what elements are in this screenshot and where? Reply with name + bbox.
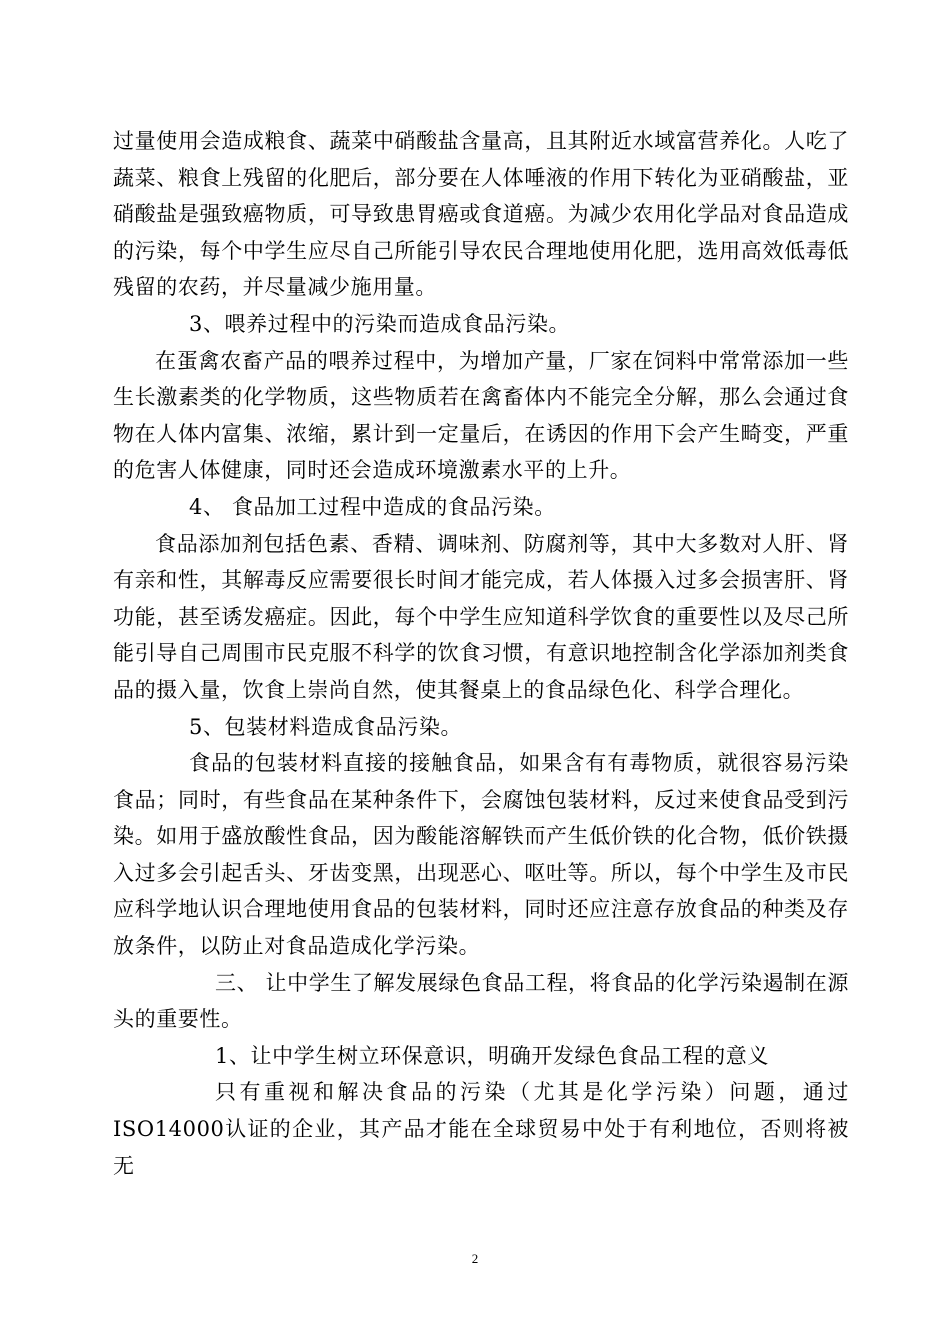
paragraph: 在蛋禽农畜产品的喂养过程中，为增加产量，厂家在饲料中常常添加一些生长激素类的化学物质，这些物质若在禽畜体内不能完全分解，那么会通过食物在人体内富集、浓缩，累计到一定量后，在诱因的作用下会产生畸变，严重的危害人体健康，同时还会造成环境激素水平的上升。 bbox=[113, 348, 849, 483]
paragraph: 过量使用会造成粮食、蔬菜中硝酸盐含量高，且其附近水域富营养化。人吃了蔬菜、粮食上残留的化肥后，部分要在人体唾液的作用下转化为亚硝酸盐，亚硝酸盐是强致癌物质，可导致患胃癌或食道癌。为减少农用化学品对食品造成的污染，每个中学生应尽自己所能引导农民合理地使用化肥，选用高效低毒低残留的农药，并尽量减少施用量。 bbox=[113, 129, 849, 300]
paragraph: 食品添加剂包括色素、香精、调味剂、防腐剂等，其中大多数对人肝、肾有亲和性，其解毒反应需要很长时间才能完成，若人体摄入过多会损害肝、肾功能，甚至诱发癌症。因此，每个中学生应知道科学饮食的重要性以及尽己所能引导自己周围市民克服不科学的饮食习惯，有意识地控制含化学添加剂类食品的摄入量，饮食上崇尚自然，使其餐桌上的食品绿色化、科学合理化。 bbox=[113, 531, 849, 702]
page-number: 2 bbox=[471, 1251, 479, 1266]
paragraph: 只有重视和解决食品的污染（尤其是化学污染）问题，通过ISO14000认证的企业，其产品才能在全球贸易中处于有利地位，否则将被无 bbox=[113, 1080, 849, 1178]
section-heading: 3、喂养过程中的污染而造成食品污染。 bbox=[189, 311, 571, 336]
body-text bbox=[113, 123, 849, 1184]
section-heading: 4、 食品加工过程中造成的食品污染。 bbox=[189, 494, 556, 519]
paragraph: 食品的包装材料直接的接触食品，如果含有有毒物质，就很容易污染食品；同时，有些食品在某种条件下，会腐蚀包装材料，反过来使食品受到污染。如用于盛放酸性食品，因为酸能溶解铁而产生低价铁的化合物，低价铁摄入过多会引起舌头、牙齿变黑，出现恶心、呕吐等。所以，每个中学生及市民应科学地认识合理地使用食品的包装材料，同时还应注意存放食品的种类及存放条件，以防止对食品造成化学污染。 bbox=[113, 751, 849, 959]
section-heading: 5、包装材料造成食品污染。 bbox=[189, 714, 463, 739]
section-heading: 1、让中学生树立环保意识，明确开发绿色食品工程的意义 bbox=[215, 1043, 769, 1068]
section-heading: 三、 让中学生了解发展绿色食品工程，将食品的化学污染遏制在源头的重要性。 bbox=[113, 970, 849, 1032]
